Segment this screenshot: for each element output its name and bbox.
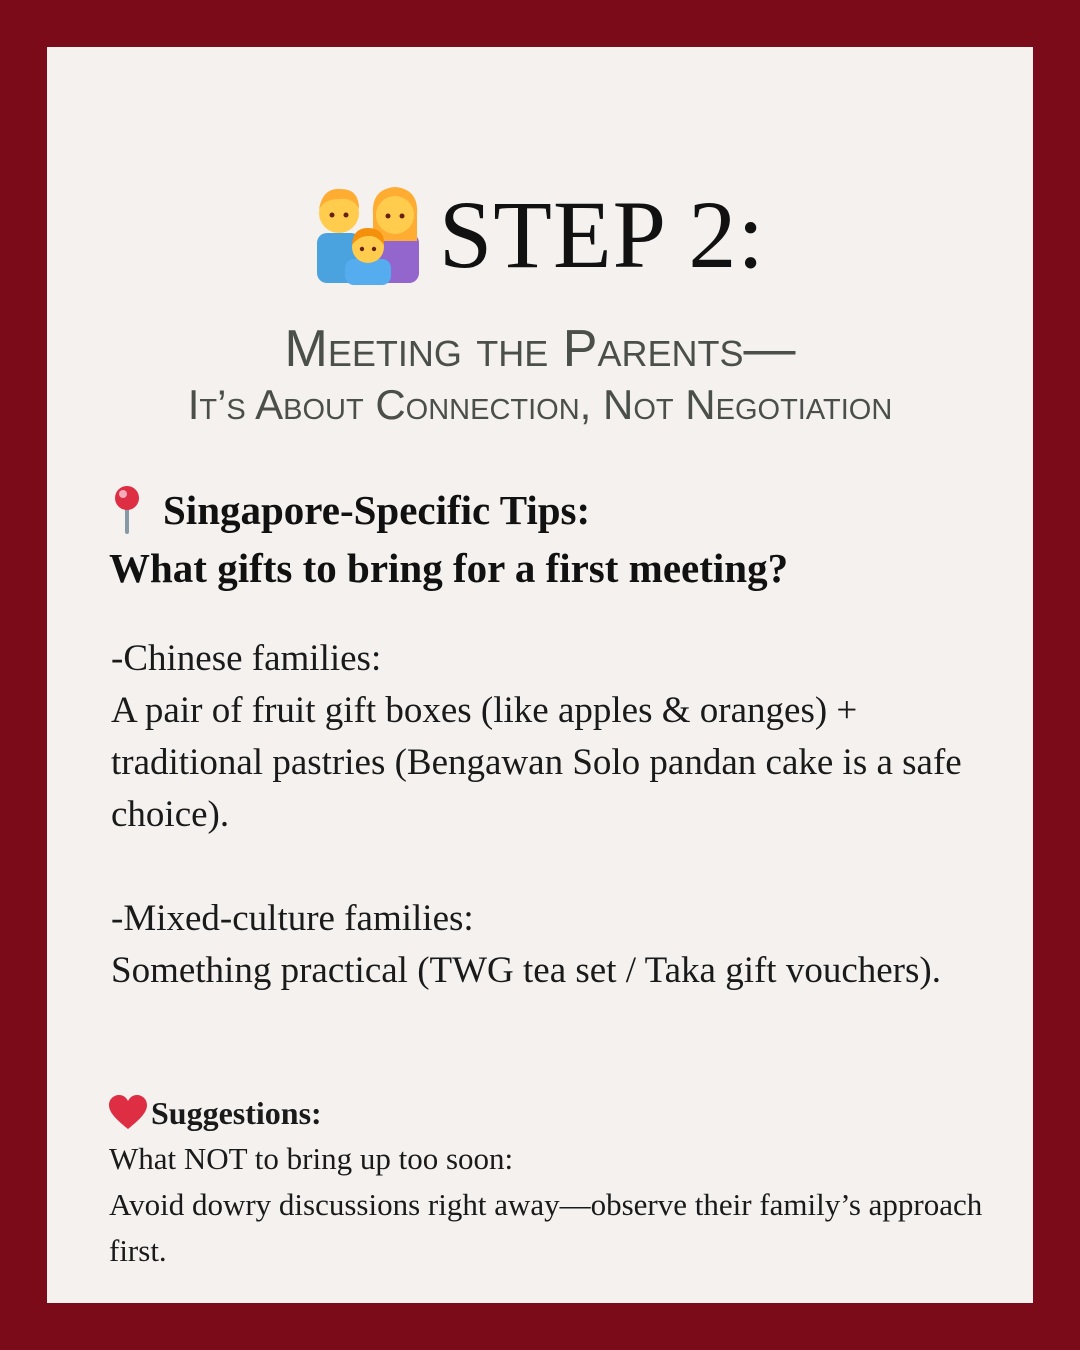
subtitle-line-1: Meeting the Parents— (284, 320, 796, 378)
family-icon (315, 185, 421, 285)
subtitle-line-2: It’s About Connection, Not Negotiation (187, 381, 893, 428)
heart-icon (109, 1095, 147, 1131)
suggestions-heading: Suggestions: (151, 1095, 322, 1131)
pin-icon (109, 484, 145, 536)
section-text: Something practical (TWG tea set / Taka gift vouchers). (111, 950, 941, 991)
suggestions-block (109, 1090, 989, 1274)
title-row (47, 181, 1033, 288)
tips-heading-block (109, 481, 788, 597)
section-mixed-culture-families (111, 893, 981, 997)
tips-heading: Singapore-Specific Tips: (163, 487, 591, 533)
section-chinese-families (111, 633, 981, 841)
tips-question: What gifts to bring for a first meeting? (109, 545, 789, 591)
section-text: A pair of fruit gift boxes (like apples & oranges) + traditional pastries (Bengawan Solo pandan cake is a safe choice). (111, 690, 962, 835)
step-title: STEP 2: (438, 181, 766, 288)
section-label: -Chinese families: (111, 638, 382, 679)
content-card (47, 47, 1033, 1303)
suggestions-line-2: Avoid dowry discussions right away—observe their family’s approach first. (109, 1187, 983, 1268)
section-label: -Mixed-culture families: (111, 898, 474, 939)
suggestions-line-1: What NOT to bring up too soon: (109, 1141, 514, 1176)
